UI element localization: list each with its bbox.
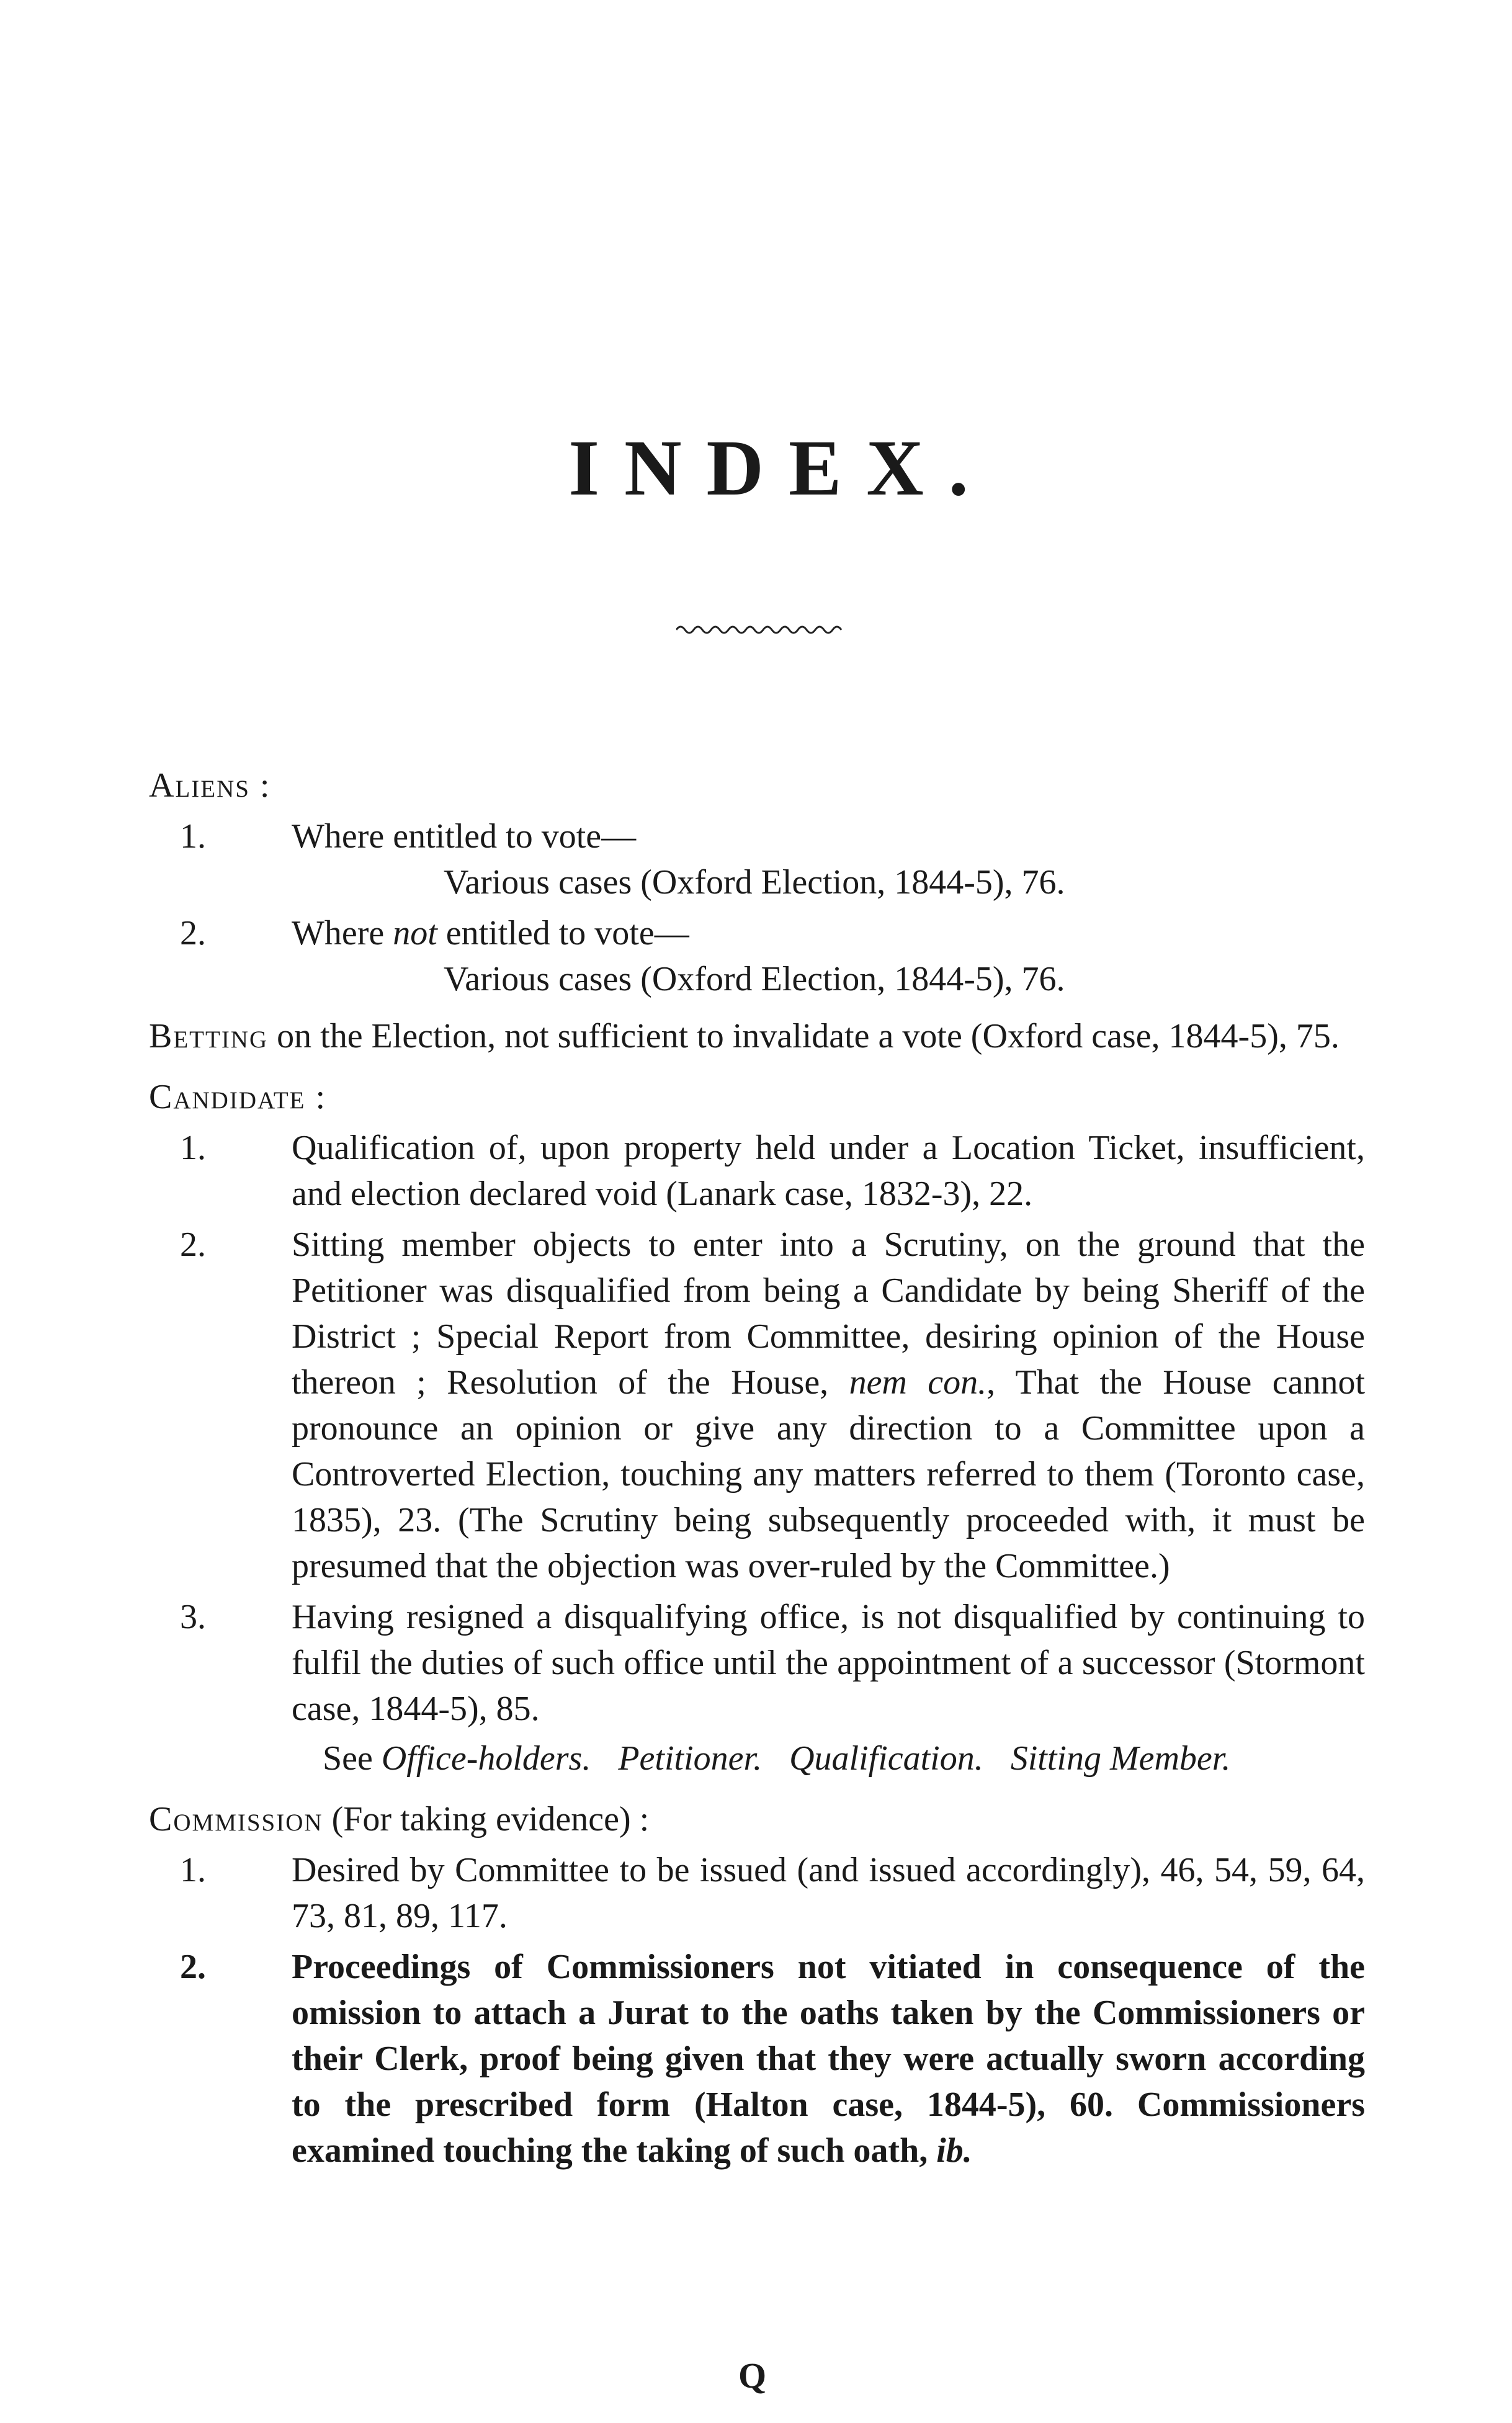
entry-candidate [149,1074,1365,1120]
subentry [149,813,1365,905]
entry-heading: Aliens : [149,766,271,805]
entry-text: on the Election, not sufficient to invalidate a vote (Oxford case, 1844-5), 75. [268,1017,1340,1055]
page-title: INDEX. [568,424,993,512]
index-body [149,748,1365,2174]
subentry [149,1944,1365,2174]
subentry-emphasis: ib. [936,2131,972,2170]
subentry-text: Qualification of, upon property held under a Location Ticket, insufficient, and election declared void (Lanark case, 1832-3), 22. [292,1129,1365,1213]
subentry-number: 2. [180,914,206,952]
subentry-number: 3. [180,1598,206,1636]
subentry-detail: Various cases (Oxford Election, 1844-5), 76. [444,960,1065,998]
entry-heading-suffix: (For taking evidence) : [323,1800,650,1839]
entry-commission [149,1796,1365,1842]
subentry-text: Having resigned a disqualifying office, is not disqualified by continuing to fulfil the duties of such office until the appointment of a successor (Stormont case, 1844-5), 85. [292,1598,1365,1728]
subentry-text: Where entitled to vote— [292,817,637,856]
subentry-text: Proceedings of Commissioners not vitiated in consequence of the omission to attach a Jurat to the oaths taken by the Commissioners or their Clerk, proof being given that they were actually sworn according to the prescribed form (Halton case, 1844-5), 60. Commissioners examined touching the taking of such oath, [292,1948,1365,2170]
subentry-text: entitled to vote— [437,914,689,952]
subentry-number: 2. [180,1225,206,1264]
subentry-text: Where [292,914,393,952]
subentry [149,1594,1365,1732]
see-reference: Petitioner. [618,1739,763,1778]
subentry [149,1222,1365,1589]
entry-heading: Candidate : [149,1078,327,1116]
subentry-emphasis: not [393,914,437,952]
subentry-number: 1. [180,1129,206,1167]
subentry-emphasis: nem con. [849,1363,987,1402]
subentry-number: 1. [180,1851,206,1889]
see-reference: Office-holders. [381,1739,591,1778]
see-reference: Qualification. [789,1739,983,1778]
signature-mark: Q [738,2355,767,2396]
subentry-detail: Various cases (Oxford Election, 1844-5), 76. [444,863,1065,902]
subentry-text: , That the House cannot pronounce an opinion or give any direction to a Committee upon a Controverted Election, touching any matters referred to them (Toronto case, 1835), 23. (The Scrutiny being subsequently proceeded with, it must be presumed that the objection was over-ruled by the Committee.) [292,1363,1365,1585]
subentry-number: 1. [180,817,206,856]
entry-aliens [149,763,1365,808]
see-also [149,1736,1365,1781]
subentry-text: Sitting member objects to enter into a Scrutiny, on the ground that the Petitioner was disqualified from being a Candidate by being Sheriff of the District ; Special Report from Committee, desiring opinion of the House thereon ; Resolution of the House, [292,1225,1365,1402]
subentry [149,1125,1365,1217]
see-label: See [323,1739,373,1778]
decorative-rule [676,620,844,639]
entry-heading: Betting [149,1017,269,1055]
see-reference: Sitting Member. [1010,1739,1231,1778]
entry-betting [149,1013,1365,1059]
subentry [149,1847,1365,1939]
entry-heading: Commission [149,1800,323,1839]
subentry-text: Desired by Committee to be issued (and issued accordingly), 46, 54, 59, 64, 73, 81, 89, 117. [292,1851,1365,1935]
subentry-number: 2. [180,1948,206,1986]
subentry [149,910,1365,1002]
